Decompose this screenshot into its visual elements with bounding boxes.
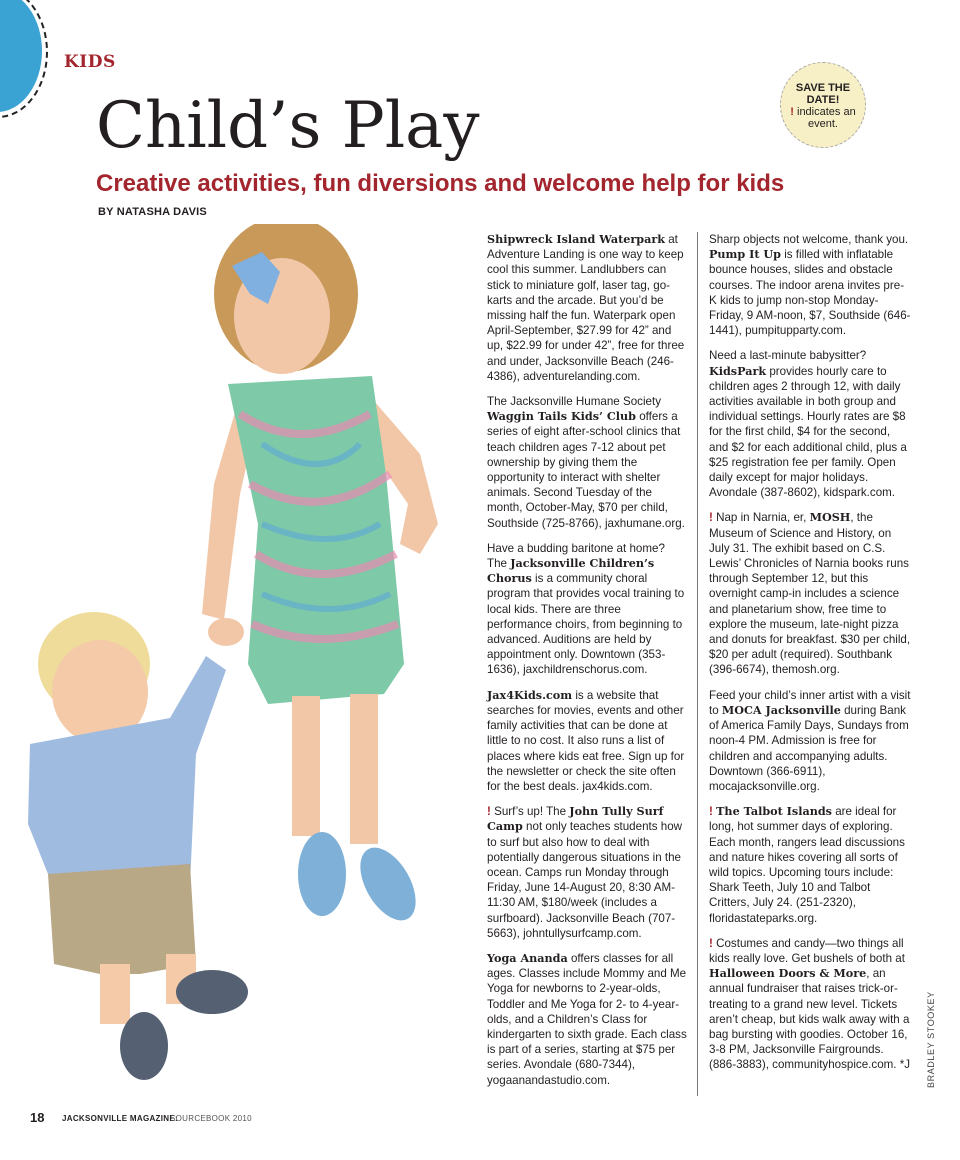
venue-name: Jacksonville Children’s Chorus bbox=[487, 556, 655, 586]
venue-name: Yoga Ananda bbox=[487, 950, 568, 965]
save-the-date-badge bbox=[780, 62, 866, 148]
venue-name: Shipwreck Island Waterpark bbox=[487, 232, 666, 246]
page-subtitle: Creative activities, fun diversions and welcome help for kids bbox=[96, 170, 785, 197]
venue-name: Jax4Kids.com bbox=[487, 687, 573, 702]
listing-paragraph: ! Costumes and candy—two things all kids really love. Get bushels of both at Halloween Doors & More, an annual fundraiser that raises trick-or-treating to a grand new level. Tickets aren’t cheap, but kids walk away with a bag bursting with goodies. October 16, 3-8 PM, Jacksonville Fairgrounds. (886-3883), communityhospice.com. *J bbox=[709, 936, 911, 1072]
event-marker-icon: ! bbox=[790, 106, 794, 118]
girl-leg-left bbox=[292, 696, 320, 836]
listing-paragraph: ! Nap in Narnia, er, MOSH, the Museum of Science and History, on July 31. The exhibit based on C.S. Lewis’ Chronicles of Narnia books runs through September 12, but this overnight camp-in includes a science and planetarium show, free time to explore the museum, late-night pizza and donuts for breakfast. $30 per child, $20 per adult (required). Southbank (396-6674), themosh.org. bbox=[709, 510, 911, 677]
listing-paragraph: Sharp objects not welcome, thank you. Pump It Up is filled with inflatable bounce houses, slides and obstacle courses. The indoor arena invites pre-K kids to jump non-stop Monday-Friday, 9 AM-noon, $7, Southside (646-1441), pumpitupparty.com. bbox=[709, 233, 911, 338]
listing-paragraph: ! The Talbot Islands are ideal for long, hot summer days of exploring. Each month, rangers lead discussions and nature hikes covering all sorts of wild topics. Upcoming tours include: Shark Teeth, July 10 and Talbot Critters, July 24. (251-2320), floridastateparks.org. bbox=[709, 804, 905, 925]
venue-name: The Talbot Islands bbox=[716, 804, 832, 819]
page-title: Child’s Play bbox=[96, 89, 480, 163]
article-column-2 bbox=[709, 232, 911, 1083]
listing-paragraph: Have a budding baritone at home? The Jacksonville Children’s Chorus is a community choral program that provides vocal training to local kids. There are three performance choirs, from beginning to advanced. Auditions are held by appointment only. Downtown (353-1636), jaxchildrenschorus.com. bbox=[487, 541, 685, 677]
article-column-1 bbox=[487, 232, 687, 1098]
byline: BY NATASHA DAVIS bbox=[98, 206, 207, 218]
page-number: 18 bbox=[30, 1110, 45, 1125]
hands-joined bbox=[208, 618, 244, 646]
listing-paragraph: ! Surf’s up! The John Tully Surf Camp not only teaches students how to surf but also how to deal with potentially dangerous situations in the ocean. Camps run Monday through Friday, June 14-August 20, 8:30 AM-11:30 AM, $180/week (includes a surfboard). Jacksonville Beach (707-5663), johntullysurfcamp.com. bbox=[487, 804, 683, 940]
boy-leg-left bbox=[100, 964, 130, 1024]
magazine-name: JACKSONVILLE MAGAZINE: bbox=[62, 1114, 178, 1123]
column-divider bbox=[697, 232, 698, 1096]
save-the-date-label: SAVE THE DATE! bbox=[795, 82, 851, 106]
section-label: KIDS bbox=[64, 52, 116, 72]
venue-name: MOCA Jacksonville bbox=[721, 702, 841, 717]
listing-paragraph: The Jacksonville Humane Society Waggin Tails Kids’ Club offers a series of eight after-school clinics that teach children ages 7-12 about pet ownership by giving them the opportunity to interact with shelter animals. Second Tuesday of the month, October-May, $70 per child, Southside (725-8766), jaxhumane.org. bbox=[487, 395, 685, 530]
listing-paragraph: Feed your child’s inner artist with a visit to MOCA Jacksonville during Bank of America Family Days, Sundays from noon-4 PM. Admission is free for children and accompanying adults. Downtown (366-6911), mocajacksonville.org. bbox=[709, 688, 911, 793]
photo-credit: BRADLEY STOOKEY bbox=[926, 991, 936, 1088]
event-marker-icon: ! bbox=[709, 511, 713, 525]
venue-name: John Tully Surf Camp bbox=[487, 804, 664, 834]
corner-dashed-ring bbox=[0, 0, 48, 118]
save-the-date-legend: ! indicates an event. bbox=[790, 106, 856, 130]
venue-name: Pump It Up bbox=[709, 247, 781, 262]
girl-leg-right bbox=[350, 694, 378, 844]
listing-paragraph: Yoga Ananda offers classes for all ages. Classes include Mommy and Me Yoga for newborns to 2-year-olds, Toddler and Me Yoga for 2- to 4-year-olds, and a Children’s Class for kindergarten to sixth grade. Each class is part of a series, starting at $75 per series. Avondale (680-7344), yogaanandastudio.com. bbox=[487, 950, 687, 1087]
listing-paragraph: Jax4Kids.com is a website that searches for movies, events and other family activities that can be done at little to no cost. It also runs a list of places where kids eat free. Sign up for the newsletter or check the site often for the best deals. jax4kids.com. bbox=[487, 687, 685, 793]
venue-name: MOSH bbox=[809, 510, 851, 525]
boy-shoe-left bbox=[120, 1012, 168, 1080]
event-marker-icon: ! bbox=[709, 936, 713, 950]
flip-flop-left bbox=[298, 832, 346, 916]
venue-name: Waggin Tails Kids’ Club bbox=[487, 409, 636, 424]
issue-name: SOURCEBOOK 2010 bbox=[170, 1114, 252, 1123]
listing-paragraph: Shipwreck Island Waterpark at Adventure Landing is one way to keep cool this summer. Landlubbers can stick to miniature golf, laser tag, go-karts and the arcade. But you’d be missing half the fun. Waterpark open April-September, $27.99 for 42” and up, $22.99 for under 42”, free for three and under, Jacksonville Beach (246-4386), adventurelanding.com. bbox=[487, 232, 685, 383]
boy-shoe-right bbox=[176, 970, 248, 1014]
listing-paragraph: Need a last-minute babysitter? KidsPark provides hourly care to children ages 2 through 12, with daily activities available in both group and individual settings. Hourly rates are $8 for the first child, $4 for the second, and $2 for each additional child, plus a $25 registration fee per family. Open daily except for major holidays. Avondale (387-8602), kidspark.com. bbox=[709, 349, 907, 500]
event-marker-icon: ! bbox=[487, 805, 491, 819]
flip-flop-right bbox=[349, 838, 427, 929]
event-marker-icon: ! bbox=[709, 805, 713, 819]
venue-name: Halloween Doors & More bbox=[709, 966, 867, 981]
kids-photo bbox=[0, 224, 480, 1104]
venue-name: KidsPark bbox=[709, 363, 767, 378]
